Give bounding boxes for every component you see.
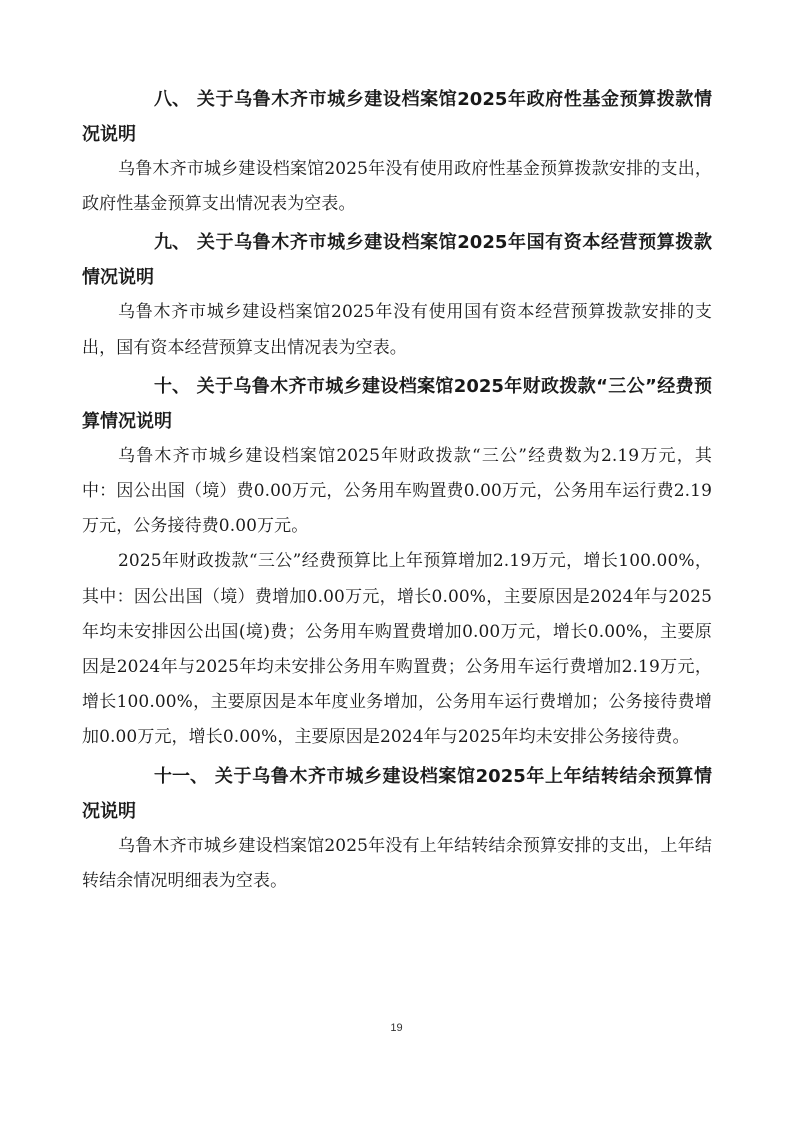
paragraph: 乌鲁木齐市城乡建设档案馆2025年没有上年结转结余预算安排的支出，上年结转结余情况明细表为空表。	[82, 835, 712, 891]
section-title: 关于乌鲁木齐市城乡建设档案馆2025年财政拨款“三公”经费预算情况说明	[82, 375, 712, 432]
section-10	[82, 369, 712, 756]
section-heading	[82, 225, 712, 295]
document-body	[82, 82, 712, 899]
page-number: 19	[390, 1022, 403, 1034]
section-number: 九、	[154, 232, 190, 254]
section-heading	[82, 759, 712, 829]
section-number: 十、	[154, 375, 190, 397]
paragraph: 乌鲁木齐市城乡建设档案馆2025年没有使用政府性基金预算拨款安排的支出，政府性基金预算支出情况表为空表。	[82, 159, 712, 215]
section-heading	[82, 369, 712, 439]
section-title: 关于乌鲁木齐市城乡建设档案馆2025年国有资本经营预算拨款情况说明	[82, 232, 712, 289]
section-number: 十一、	[154, 765, 208, 787]
section-11	[82, 759, 712, 899]
section-title: 关于乌鲁木齐市城乡建设档案馆2025年上年结转结余预算情况说明	[82, 765, 712, 822]
section-9	[82, 225, 712, 365]
section-title: 关于乌鲁木齐市城乡建设档案馆2025年政府性基金预算拨款情况说明	[82, 89, 712, 145]
paragraph: 2025年财政拨款“三公”经费预算比上年预算增加2.19万元，增长100.00%，其中：因公出国（境）费增加0.00万元，增长0.00%，主要原因是2024年与2025年均未安排因公出国(境)费；公务用车购置费增加0.00万元，增长0.00%，主要原因是2024年与2025年均未安排公务用车购置费；公务用车运行费增加2.19万元，增长100.00%，主要原因是本年度业务增加，公务用车运行费增加；公务接待费增加0.00万元，增长0.00%，主要原因是2024年与2025年均未安排公务接待费。	[82, 551, 712, 748]
section-8	[82, 82, 712, 222]
paragraph: 乌鲁木齐市城乡建设档案馆2025年没有使用国有资本经营预算拨款安排的支出，国有资本经营预算支出情况表为空表。	[82, 302, 712, 358]
section-number: 八、	[154, 89, 190, 110]
section-heading	[82, 82, 712, 152]
paragraph: 乌鲁木齐市城乡建设档案馆2025年财政拨款“三公”经费数为2.19万元，其中：因公出国（境）费0.00万元，公务用车购置费0.00万元，公务用车运行费2.19万元，公务接待费0.00万元。	[82, 445, 712, 537]
